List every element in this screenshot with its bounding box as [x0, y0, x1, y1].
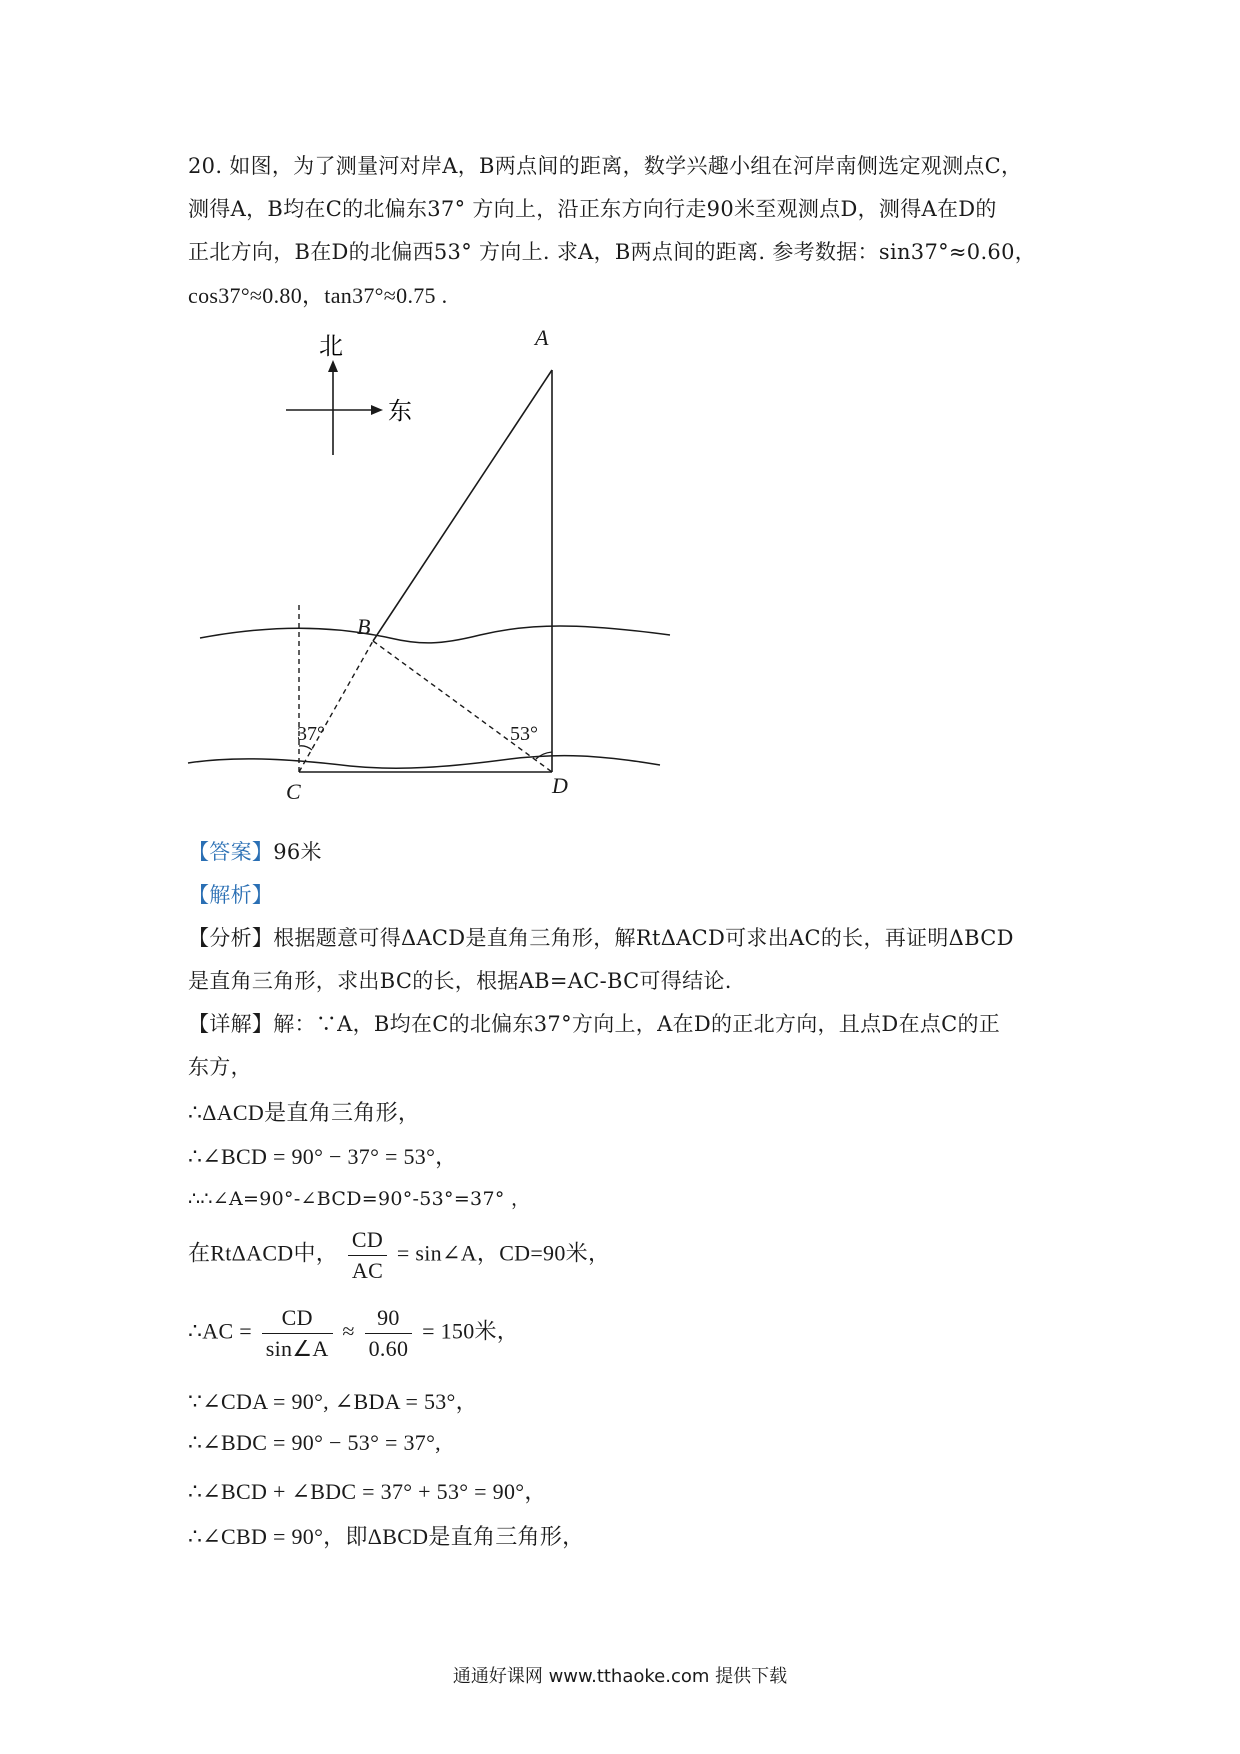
compass-east-label: 东	[388, 397, 412, 425]
xiangjie-line-2: 东方，	[188, 1055, 252, 1079]
river-south-bank	[188, 756, 660, 769]
point-D-label: D	[552, 773, 568, 798]
step-5-prefix: ∴AC =	[188, 1318, 252, 1344]
segment-CB-dashed	[299, 641, 373, 772]
geometry-figure	[180, 320, 680, 810]
step-8: ∴∠BCD + ∠BDC = 37° + 53° = 90°，	[188, 1479, 547, 1504]
step-5	[188, 1303, 519, 1364]
problem-line-1: 20. 如图，为了测量河对岸A，B两点间的距离，数学兴趣小组在河岸南侧选定观测点C，	[188, 154, 1023, 178]
page-footer: 通通好课网 www.tthaoke.com 提供下载	[452, 1666, 788, 1687]
analysis-tag: 【解析】	[188, 883, 274, 907]
fraction-90-over-060	[365, 1303, 413, 1364]
fraction-numerator: 90	[365, 1303, 413, 1334]
step-4	[188, 1225, 610, 1286]
fraction-denominator: 0.60	[368, 1336, 409, 1361]
fraction-numerator: CD	[348, 1225, 387, 1256]
answer-text: 96米	[273, 840, 322, 864]
point-B-label: B	[357, 614, 371, 639]
step-7: ∴∠BDC = 90° − 53° = 37°,	[188, 1430, 441, 1455]
answer-tag: 【答案】	[188, 840, 274, 864]
river-north-bank	[200, 626, 670, 643]
point-A-label: A	[535, 325, 549, 350]
step-2: ∴∠BCD = 90° − 37° = 53°，	[188, 1144, 458, 1169]
segment-BD-dashed	[373, 641, 552, 772]
fraction-denominator: sin∠A	[265, 1336, 329, 1361]
fraction-denominator: AC	[351, 1258, 384, 1283]
fenxi-line-1	[188, 922, 1014, 952]
answer-line	[188, 836, 322, 866]
step-6: ∵∠CDA = 90°, ∠BDA = 53°，	[188, 1389, 478, 1414]
step-4-suffix: = sin∠A，CD=90米，	[396, 1240, 611, 1266]
problem-line-4: cos37°≈0.80，tan37°≈0.75 .	[188, 283, 448, 308]
step-5-suffix: = 150米，	[422, 1318, 520, 1344]
step-3: ∴∴∠A=90°-∠BCD=90°-53°=37° ，	[188, 1188, 531, 1210]
fenxi-line-2: 是直角三角形，求出BC的长，根据AB=AC-BC可得结论.	[188, 969, 732, 993]
step-9: ∴∠CBD = 90°，即ΔBCD是直角三角形，	[188, 1524, 585, 1549]
point-C-label: C	[286, 779, 301, 804]
xiangjie-line-1	[188, 1008, 1000, 1038]
xiangjie-tag: 【详解】	[188, 1012, 274, 1036]
compass-north-label: 北	[319, 332, 343, 360]
angle-C-label: 37°	[297, 723, 325, 745]
step-4-prefix: 在RtΔACD中，	[188, 1240, 339, 1266]
fenxi-tag: 【分析】	[188, 926, 274, 950]
fraction-cd-over-sina	[262, 1303, 333, 1364]
xiangjie-text-1: 解：∵A，B均在C的北偏东37°方向上，A在D的正北方向，且点D在点C的正	[273, 1012, 1001, 1036]
fenxi-text-1: 根据题意可得ΔACD是直角三角形，解RtΔACD可求出AC的长，再证明ΔBCD	[273, 926, 1014, 950]
fraction-cd-over-ac	[348, 1225, 387, 1286]
problem-line-2: 测得A，B均在C的北偏东37° 方向上，沿正东方向行走90米至观测点D，测得A在D的	[188, 197, 997, 221]
approx-sign: ≈	[342, 1318, 355, 1344]
compass-icon	[286, 360, 383, 455]
step-1: ∴ΔACD是直角三角形，	[188, 1100, 421, 1125]
fraction-numerator: CD	[262, 1303, 333, 1334]
angle-arc-C	[299, 746, 312, 750]
problem-line-3: 正北方向，B在D的北偏西53° 方向上. 求A，B两点间的距离. 参考数据：sin37°≈0.60，	[188, 240, 1037, 264]
angle-D-label: 53°	[510, 723, 538, 745]
